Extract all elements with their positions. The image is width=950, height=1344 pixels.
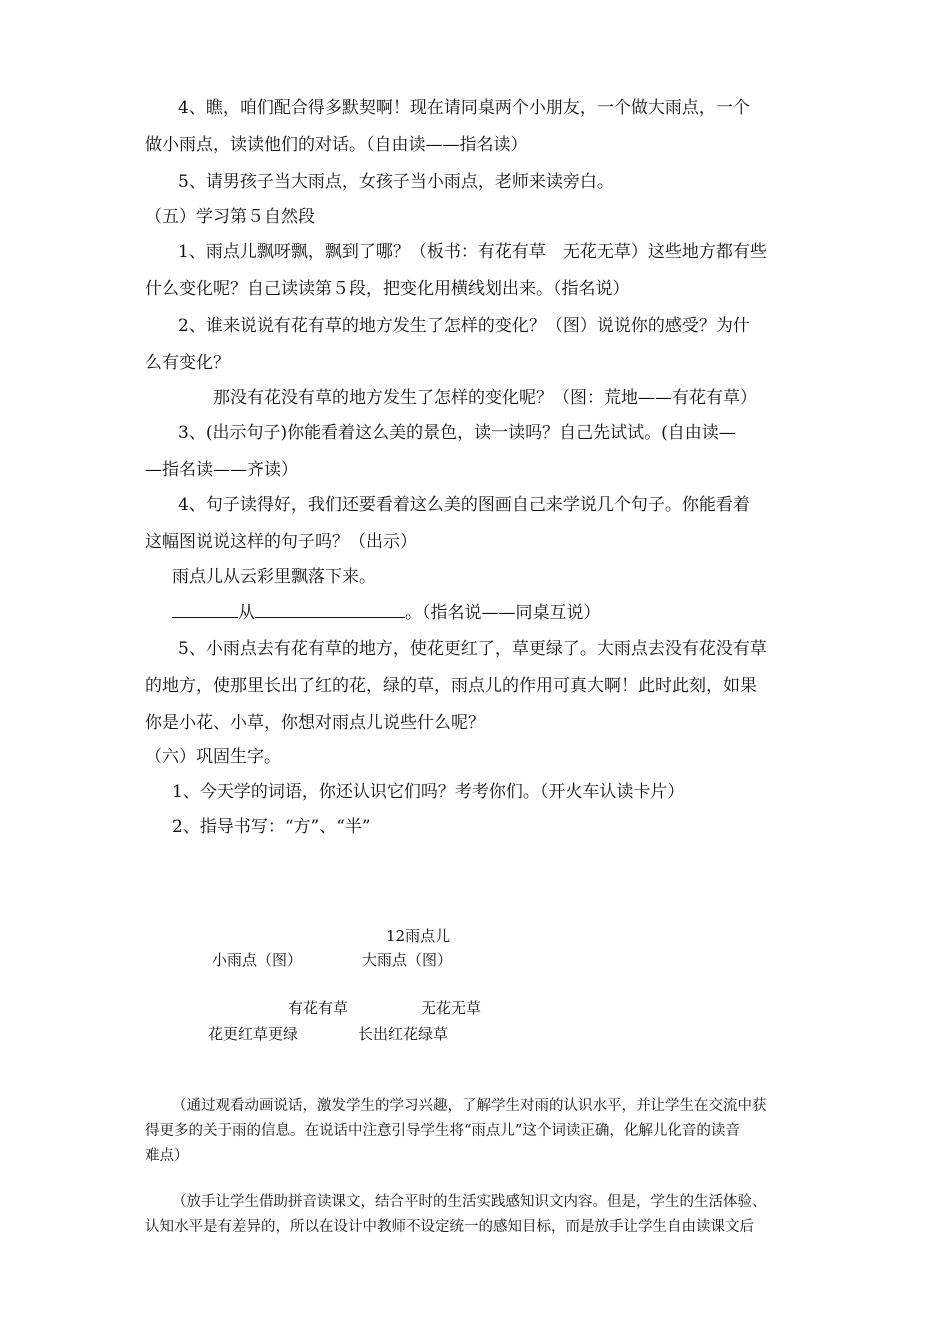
text-line: 5、请男孩子当大雨点，女孩子当小雨点，老师来读旁白。 bbox=[178, 172, 614, 192]
text-line: —指名读——齐读） bbox=[145, 460, 298, 480]
text-line: 5、小雨点去有花有草的地方，使花更红了，草更绿了。大雨点去没有花没有草 bbox=[178, 639, 767, 659]
text-line: 么有变化？ bbox=[145, 353, 230, 373]
note-line: 难点） bbox=[145, 1148, 189, 1164]
board-no-flowers: 无花无草 bbox=[421, 999, 482, 1017]
board-title: 12雨点儿 bbox=[386, 927, 451, 945]
text-line: 的地方，使那里长出了红的花，绿的草，雨点儿的作用可真大啊！此时此刻，如果 bbox=[145, 676, 757, 696]
text-line: 4、瞧，咱们配合得多默契啊！现在请同桌两个小朋友，一个做大雨点，一个 bbox=[178, 98, 750, 118]
fill-in-word: 从 bbox=[238, 603, 255, 623]
board-big-drop: 大雨点（图） bbox=[362, 951, 453, 969]
board-result-small: 花更红草更绿 bbox=[208, 1025, 299, 1043]
text-line: 2、指导书写：“方”、“半” bbox=[172, 817, 371, 837]
section-heading: （五）学习第５自然段 bbox=[145, 207, 315, 227]
blank-line bbox=[172, 601, 238, 618]
note-line: 得更多的关于雨的信息。在说话中注意引导学生将“雨点儿”这个词读正确，化解儿化音的读音 bbox=[145, 1123, 740, 1139]
note-line: （通过观看动画说话，激发学生的学习兴趣，了解学生对雨的认识水平，并让学生在交流中获 bbox=[172, 1098, 767, 1114]
text-line: 那没有花没有草的地方发生了怎样的变化呢？（图：荒地——有花有草） bbox=[213, 388, 757, 408]
text-line: 2、谁来说说有花有草的地方发生了怎样的变化？（图）说说你的感受？为什 bbox=[178, 316, 750, 336]
example-sentence: 雨点儿从云彩里飘落下来。 bbox=[172, 567, 376, 587]
note-line: （放手让学生借助拼音读课文，结合平时的生活实践感知识文内容。但是，学生的生活体验、 bbox=[172, 1194, 767, 1210]
fill-in-sentence bbox=[172, 601, 601, 624]
note-line: 认知水平是有差异的，所以在设计中教师不设定统一的感知目标，而是放手让学生自由读课文后 bbox=[145, 1219, 754, 1235]
board-small-drop: 小雨点（图） bbox=[212, 951, 303, 969]
text-line: 1、雨点儿飘呀飘，飘到了哪？（板书：有花有草 无花无草）这些地方都有些 bbox=[178, 242, 767, 262]
section-heading: （六）巩固生字。 bbox=[145, 747, 281, 767]
board-with-flowers: 有花有草 bbox=[288, 999, 349, 1017]
text-line: 做小雨点，读读他们的对话。（自由读——指名读） bbox=[145, 135, 528, 155]
text-line: 这幅图说说这样的句子吗？（出示） bbox=[145, 532, 417, 552]
blank-line bbox=[255, 601, 405, 618]
text-line: 4、句子读得好，我们还要看着这么美的图画自己来学说几个句子。你能看着 bbox=[178, 495, 750, 515]
text-line: 3、(出示句子)你能看着这么美的景色，读一读吗？自己先试试。(自由读— bbox=[178, 423, 736, 443]
board-result-big: 长出红花绿草 bbox=[358, 1025, 449, 1043]
text-line: 1、今天学的词语，你还认识它们吗？考考你们。（开火车认读卡片） bbox=[172, 782, 685, 802]
fill-in-tail: 。（指名说——同桌互说） bbox=[405, 603, 601, 623]
text-line: 什么变化呢？自己读读第５段，把变化用横线划出来。（指名说） bbox=[145, 279, 630, 299]
text-line: 你是小花、小草，你想对雨点儿说些什么呢？ bbox=[145, 713, 485, 733]
